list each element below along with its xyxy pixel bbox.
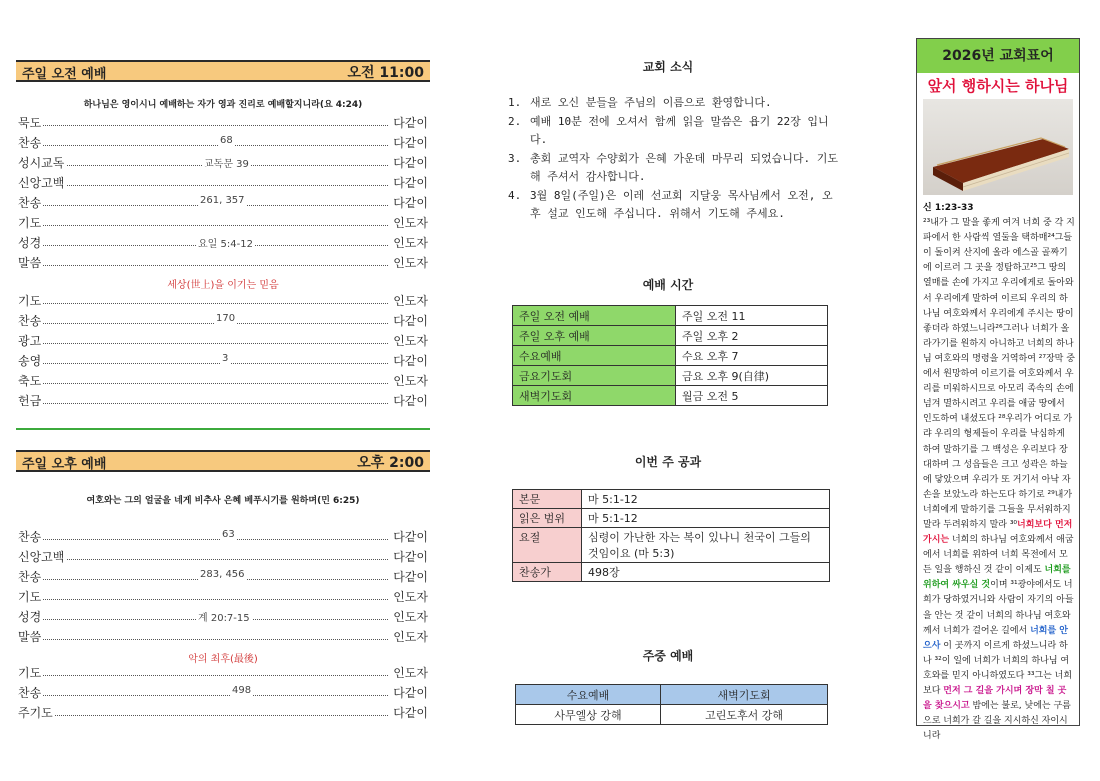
news-item	[508, 187, 838, 224]
order-label: 헌금	[18, 394, 42, 408]
dotted-leader	[18, 599, 388, 600]
order-row	[18, 114, 428, 134]
order-row	[18, 254, 428, 274]
dotted-leader	[18, 383, 388, 384]
order-value: 3	[222, 353, 229, 364]
schedule-row-value: 금요 오후 9(自律)	[676, 366, 828, 386]
dotted-leader	[18, 185, 388, 186]
schedule-row-value: 월금 오전 5	[676, 386, 828, 406]
weekday-table	[515, 684, 828, 725]
schedule-row-key: 새벽기도회	[513, 386, 676, 406]
order-row	[18, 664, 428, 684]
schedule-row-key: 주일 오전 예배	[513, 306, 676, 326]
news-text: 총회 교역자 수양회가 은혜 가운데 마무리 되었습니다. 기도해 주셔서 감사합니다.	[530, 151, 839, 183]
schedule-row	[513, 366, 828, 386]
schedule-title: 예배 시간	[642, 278, 694, 292]
order-leader: 다같이	[393, 314, 428, 328]
order-label: 말씀	[18, 630, 42, 644]
afternoon-service-time: 오후 2:00	[357, 455, 424, 471]
news-text: 새로 오신 분들을 주님의 이름으로 환영합니다.	[530, 96, 772, 109]
order-row	[18, 588, 428, 608]
dotted-leader	[18, 225, 388, 226]
order-label: 주기도	[18, 706, 53, 720]
morning-service-header	[16, 60, 430, 82]
order-row	[18, 684, 428, 704]
order-label: 신앙고백	[18, 550, 65, 564]
order-leader: 다같이	[393, 686, 428, 700]
order-label: 성경	[18, 610, 42, 624]
dotted-leader	[18, 125, 388, 126]
motto-subtitle: 앞서 행하시는 하나님	[927, 77, 1069, 95]
order-leader: 인도자	[393, 630, 428, 644]
news-number: 3.	[508, 151, 522, 165]
weekday-header-dawn: 새벽기도회	[661, 685, 828, 705]
order-leader: 다같이	[393, 570, 428, 584]
morning-service-title: 주일 오전 예배	[22, 67, 107, 82]
order-row	[18, 704, 428, 724]
morning-sermon-title: 세상(世上)을 이기는 믿음	[167, 280, 279, 291]
order-value: 170	[216, 313, 236, 324]
order-label: 찬송	[18, 570, 42, 584]
lesson-row-value: 마 5:1-12	[582, 509, 830, 528]
dotted-leader	[18, 265, 388, 266]
weekday-header-wed: 수요예배	[516, 685, 661, 705]
lesson-row	[513, 563, 830, 582]
dotted-leader	[18, 695, 388, 696]
schedule-row-key: 수요예배	[513, 346, 676, 366]
order-leader: 다같이	[393, 156, 428, 170]
order-leader: 다같이	[393, 136, 428, 150]
order-leader: 다같이	[393, 116, 428, 130]
order-value: 498	[232, 685, 252, 696]
weekday-title: 주중 예배	[642, 649, 694, 663]
news-item	[508, 113, 838, 150]
scripture-highlight-4: 먼저 그 길을 가시며 장막 칠 곳을 찾으시고	[923, 686, 1067, 712]
scripture-highlight-3: 너희를 안으사	[923, 625, 1068, 651]
schedule-row-value: 수요 오후 7	[676, 346, 828, 366]
schedule-row-key: 주일 오후 예배	[513, 326, 676, 346]
motto-panel	[916, 38, 1080, 742]
scripture-highlight-2: 너희를 위하여 싸우실 것	[923, 565, 1071, 591]
news-title: 교회 소식	[642, 60, 694, 74]
afternoon-verse: 여호와는 그의 얼굴을 네게 비추사 은혜 베푸시기를 원하며(민 6:25)	[86, 496, 360, 506]
dotted-leader	[18, 363, 388, 364]
morning-service-time: 오전 11:00	[347, 65, 424, 81]
order-row	[18, 292, 428, 312]
order-label: 찬송	[18, 530, 42, 544]
order-label: 성시교독	[18, 156, 65, 170]
order-leader: 인도자	[393, 590, 428, 604]
order-row	[18, 608, 428, 628]
dotted-leader	[18, 675, 388, 676]
lesson-row-value: 마 5:1-12	[582, 490, 830, 509]
order-label: 찬송	[18, 314, 42, 328]
dotted-leader	[18, 639, 388, 640]
lesson-row	[513, 490, 830, 509]
order-leader: 다같이	[393, 176, 428, 190]
lesson-row	[513, 528, 830, 563]
dotted-leader	[18, 323, 388, 324]
order-label: 말씀	[18, 256, 42, 270]
order-label: 신앙고백	[18, 176, 65, 190]
order-row	[18, 174, 428, 194]
order-row	[18, 194, 428, 214]
order-value: 261, 357	[200, 195, 245, 206]
dotted-leader	[18, 303, 388, 304]
order-leader: 인도자	[393, 236, 428, 250]
order-label: 기도	[18, 294, 42, 308]
morning-verse: 하나님은 영이시니 예배하는 자가 영과 진리로 예배할지니라(요 4:24)	[83, 100, 363, 110]
order-row	[18, 568, 428, 588]
order-value: 283, 456	[200, 569, 245, 580]
scripture-reference: 신 1:23-33	[923, 203, 974, 213]
news-number: 4.	[508, 188, 522, 202]
lesson-row-value: 498장	[582, 563, 830, 582]
order-label: 송영	[18, 354, 42, 368]
order-leader: 인도자	[393, 334, 428, 348]
afternoon-service-header	[16, 450, 430, 472]
order-label: 기도	[18, 216, 42, 230]
order-leader: 다같이	[393, 354, 428, 368]
afternoon-sermon-title: 악의 최후(最後)	[188, 654, 258, 665]
schedule-table	[512, 305, 828, 406]
lesson-table	[512, 489, 830, 582]
order-label: 찬송	[18, 136, 42, 150]
order-leader: 인도자	[393, 610, 428, 624]
dotted-leader	[18, 343, 388, 344]
order-leader: 인도자	[393, 256, 428, 270]
order-row	[18, 234, 428, 254]
section-divider	[16, 428, 430, 430]
weekday-cell-wed: 사무엘상 강해	[516, 705, 661, 725]
lesson-title: 이번 주 공과	[634, 455, 702, 469]
schedule-row	[513, 306, 828, 326]
dotted-leader	[18, 559, 388, 560]
order-row	[18, 628, 428, 648]
order-value: 교독문 39	[202, 155, 251, 170]
order-leader: 인도자	[393, 666, 428, 680]
order-row	[18, 214, 428, 234]
order-value: 68	[220, 135, 233, 146]
order-leader: 다같이	[393, 530, 428, 544]
news-text: 3월 8일(주일)은 이레 선교회 지달웅 목사님께서 오전, 오후 설교 인도해 주십니다. 위해서 기도해 주세요.	[530, 188, 833, 220]
motto-year-title: 2026년 교회표어	[917, 39, 1079, 73]
order-leader: 다같이	[393, 706, 428, 720]
order-row	[18, 332, 428, 352]
order-row	[18, 154, 428, 174]
dotted-leader	[18, 539, 388, 540]
order-label: 광고	[18, 334, 42, 348]
scripture-text-4: 이 곳까지 이르게 하셨느니라 하나 ³²이 일에 너희가 너희의 하나님 여호와를 믿지 아니하였도다 ³³그는 너희보다	[923, 640, 1073, 696]
bible-image	[923, 99, 1073, 195]
order-leader: 다같이	[393, 196, 428, 210]
order-label: 기도	[18, 666, 42, 680]
order-label: 찬송	[18, 196, 42, 210]
motto-scripture	[923, 201, 1075, 744]
lesson-row-key: 읽은 범위	[513, 509, 582, 528]
order-label: 기도	[18, 590, 42, 604]
dotted-leader	[18, 145, 388, 146]
order-leader: 인도자	[393, 294, 428, 308]
schedule-row	[513, 346, 828, 366]
scripture-text-3: 이며 ³¹광야에서도 너희가 당하였거니와 사람이 자기의 아들을 안는 것 같이 너희의 하나님 여호와께서 너희가 걸어온 길에서	[923, 580, 1074, 636]
schedule-row-key: 금요기도회	[513, 366, 676, 386]
schedule-row-value: 주일 오후 2	[676, 326, 828, 346]
order-label: 묵도	[18, 116, 42, 130]
order-row	[18, 528, 428, 548]
news-item	[508, 150, 838, 187]
schedule-row	[513, 386, 828, 406]
news-number: 2.	[508, 114, 522, 128]
order-label: 성경	[18, 236, 42, 250]
order-row	[18, 134, 428, 154]
order-row	[18, 352, 428, 372]
order-value: 63	[222, 529, 235, 540]
order-label: 축도	[18, 374, 42, 388]
order-value: 계 20:7-15	[196, 609, 252, 624]
order-label: 찬송	[18, 686, 42, 700]
scripture-highlight-1: 너희보다 먼저 가시는	[923, 519, 1073, 546]
order-row	[18, 392, 428, 412]
schedule-row	[513, 326, 828, 346]
scripture-text-2: 너희의 하나님 여호와께서 애굽에서 너희를 위하여 너희 목전에서 모든 일을 행하신 것 같이 이제도	[923, 535, 1074, 576]
order-leader: 다같이	[393, 550, 428, 564]
order-leader: 인도자	[393, 216, 428, 230]
weekday-cell-dawn: 고린도후서 강해	[661, 705, 828, 725]
dotted-leader	[18, 715, 388, 716]
news-item	[508, 94, 838, 113]
order-row	[18, 312, 428, 332]
bible-book-icon	[923, 99, 1073, 195]
order-leader: 인도자	[393, 374, 428, 388]
scripture-text-1: ²³내가 그 말을 좋게 여겨 너희 중 각 지파에서 한 사람씩 열둘을 택하매²⁴그들이 돌이켜 산지에 올라 에스골 골짜기에 이르러 그 곳을 정탐하고²⁵그 땅의 열매를 손에 가지고 우리에게로 돌아와서 우리에게 말하여 이르되 우리의 하나님 여호와께서 우리에게 주시는 땅이 좋더라 하였느니라²⁶그러나 너희가 올라가기를 원하지 아니하고 너희의 하나님 여호와의 명령을 거역하여 ²⁷장막 중에서 원망하여 이르기를 여호와께서 우리를 미워하시므로 아모리 족속의 손에 넘겨 멸하시려고 우리를 애굽 땅에서 인도하여 내셨도다 ²⁸우리가 어디로 가랴 우리의 형제들이 우리를 낙심하게 하여 말하기를 그 백성은 우리보다 장대하며 그 성읍들은 크고 성곽은 하늘에 닿았으며 우리가 또 거기서 아낙 자손을 보았노라 하는도다 하기로 ²⁹내가 너희에게 말하기를 그들을 무서워하지 말라 두려워하지 말라 ³⁰	[923, 218, 1075, 530]
order-row	[18, 548, 428, 568]
news-list	[508, 94, 838, 224]
order-value: 요일 5:4-12	[196, 235, 255, 250]
order-row	[18, 372, 428, 392]
news-number: 1.	[508, 96, 522, 109]
dotted-leader	[18, 403, 388, 404]
lesson-row-key: 요절	[513, 528, 582, 563]
order-leader: 다같이	[393, 394, 428, 408]
schedule-row-value: 주일 오전 11	[676, 306, 828, 326]
lesson-row	[513, 509, 830, 528]
lesson-row-key: 찬송가	[513, 563, 582, 582]
lesson-row-key: 본문	[513, 490, 582, 509]
scripture-text-5: 밤에는 불로, 낮에는 구름으로 너희가 갈 길을 지시하신 자이시니라	[923, 701, 1071, 742]
lesson-row-value: 심령이 가난한 자는 복이 있나니 천국이 그들의 것임이요 (마 5:3)	[582, 528, 830, 563]
news-text: 예배 10분 전에 오셔서 함께 읽을 말씀은 욥기 22장 입니다.	[530, 114, 829, 146]
afternoon-service-title: 주일 오후 예배	[22, 457, 107, 472]
